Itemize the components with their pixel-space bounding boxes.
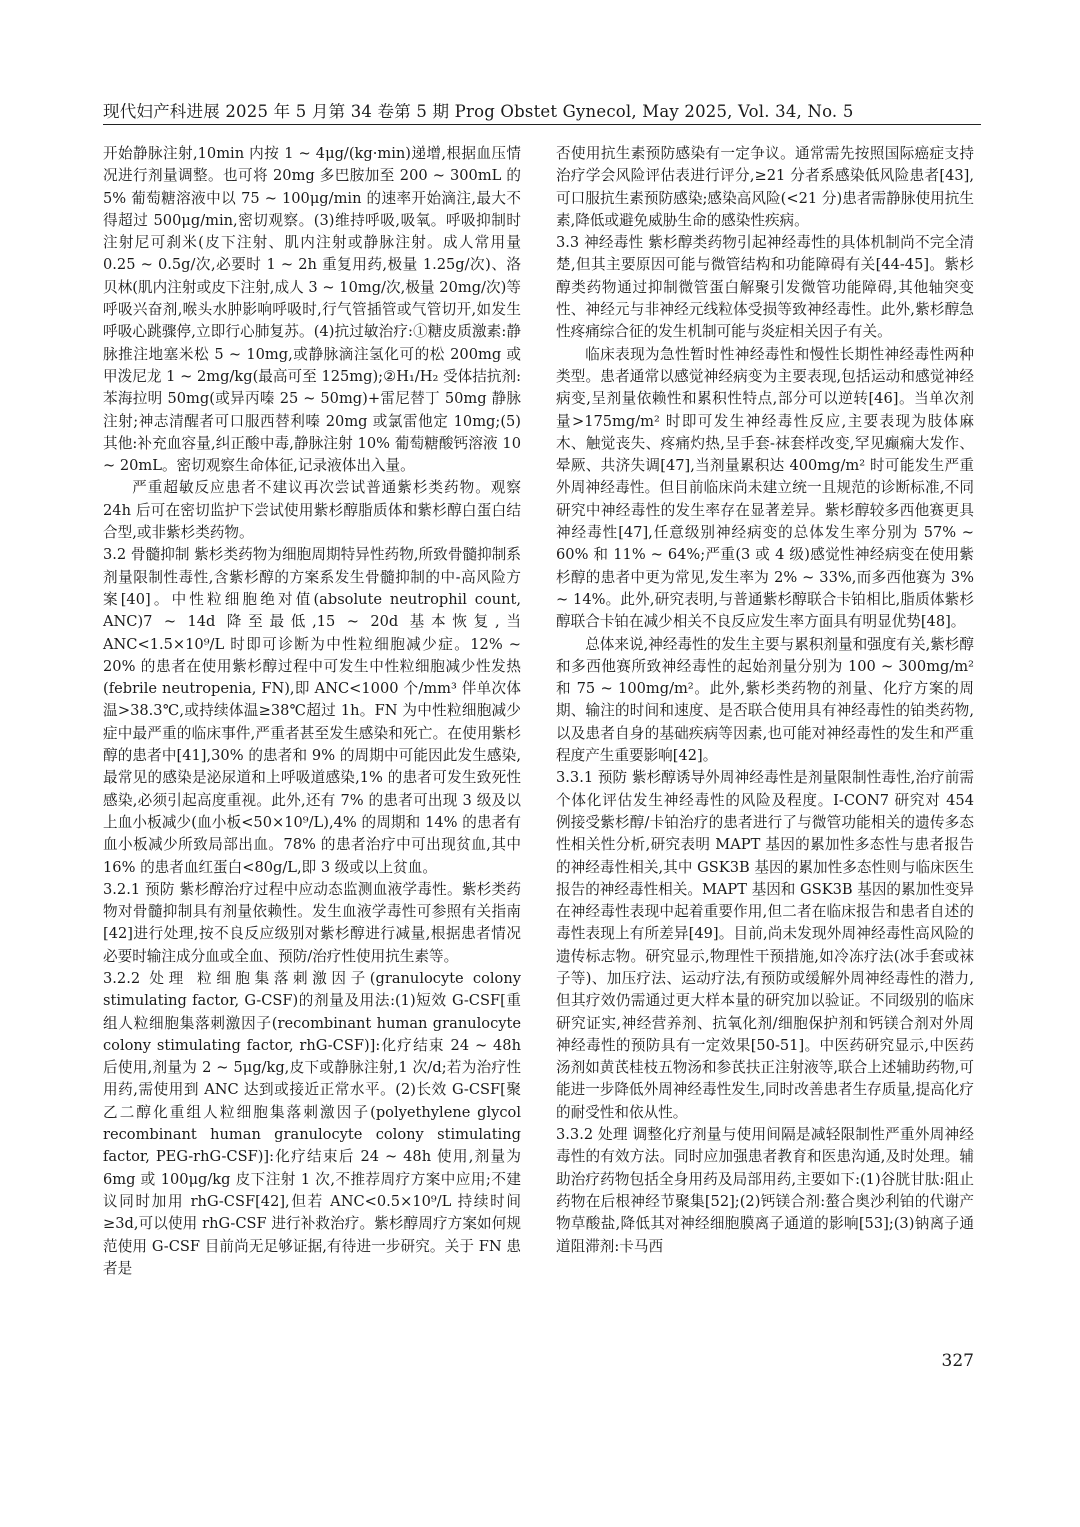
paragraph: 总体来说,神经毒性的发生主要与累积剂量和强度有关,紫杉醇和多西他赛所致神经毒性的起始剂量分别为 100 ~ 300mg/m² 和 75 ~ 100mg/m²。此外,紫杉类药物的剂量、化疗方案的周期、输注的时间和速度、是否联合使用具有神经毒性的铂类药物,以及患者自身的基础疾病等因素,也可能对神经毒性的发生和严重程度产生重要影响[42]。	[556, 635, 974, 765]
page-number: 327	[941, 1351, 974, 1371]
section-3-2-2: 3.2.2 处理 粒细胞集落刺激因子(granulocyte colony stimulating factor, G-CSF)的剂量及用法:(1)短效 G-CSF[重组人粒细胞集落刺激因子(recombinant human granulocyte colony stimulating factor, rhG-CSF)]:化疗结束 24 ~ 48h 后使用,剂量为 2 ~ 5μg/kg,皮下或静脉注射,1 次/d;若为治疗性用药,需使用到 ANC 达到或接近正常水平。(2)长效 G-CSF[聚乙二醇化重组人粒细胞集落刺激因子(polyethylene glycol recombinant human granulocyte colony stimulating factor, PEG-rhG-CSF)]:化疗结束后 24 ~ 48h 使用,剂量为 6mg 或 100μg/kg 皮下注射 1 次,不推荐周疗方案中应用;不建议同时加用 rhG-CSF[42],但若 ANC<0.5×10⁹/L 持续时间≥3d,可以使用 rhG-CSF 进行补救治疗。紫杉醇周疗方案如何规范使用 G-CSF 目前尚无足够证据,有待进一步研究。关于 FN 患者是	[103, 969, 521, 1277]
section-3-3-1: 3.3.1 预防 紫杉醇诱导外周神经毒性是剂量限制性毒性,治疗前需个体化评估发生神经毒性的风险及程度。I-CON7 研究对 454 例接受紫杉醇/卡铂治疗的患者进行了与微管功能相关的遗传多态性相关性分析,研究表明 MAPT 基因的累加性多态性与患者报告的神经毒性相关,其中 GSK3B 基因的累加性多态性则与临床医生报告的神经毒性相关。MAPT 基因和 GSK3B 基因的累加性变异在神经毒性表现中起着重要作用,但二者在临床报告和患者自述的毒性表现上有所差异[49]。目前,尚未发现外周神经毒性高风险的遗传标志物。研究显示,物理性干预措施,如冷冻疗法(冰手套或袜子等)、加压疗法、运动疗法,有预防或缓解外周神经毒性的潜力,但其疗效仍需通过更大样本量的研究加以验证。不同级别的临床研究证实,神经营养剂、抗氧化剂/细胞保护剂和钙镁合剂对外周神经毒性的预防具有一定效果[50-51]。中医药研究显示,中医药汤剂如黄芪桂枝五物汤和参芪扶正注射液等,联合上述辅助药物,可能进一步降低外周神经毒性发生,同时改善患者生存质量,提高化疗的耐受性和依从性。	[556, 769, 974, 1121]
paragraph: 临床表现为急性暂时性神经毒性和慢性长期性神经毒性两种类型。患者通常以感觉神经病变为主要表现,包括运动和感觉神经病变,呈剂量依赖性和累积性特点,部分可以逆转[46]。当单次剂量>175mg/m² 时即可发生神经毒性反应,主要表现为肢体麻木、触觉丧失、疼痛灼热,呈手套-袜套样改变,罕见癫痫大发作、晕厥、共济失调[47],当剂量累积达 400mg/m² 时可能发生严重外周神经毒性。但目前临床尚未建立统一且规范的诊断标准,不同研究中神经毒性的发生率存在显著差异。紫杉醇较多西他赛更具神经毒性[47],任意级别神经病变的总体发生率分别为 57% ~ 60% 和 11% ~ 64%;严重(3 或 4 级)感觉性神经病变在使用紫杉醇的患者中更为常见,发生率为 2% ~ 33%,而多西他赛为 3% ~ 14%。此外,研究表明,与普通紫杉醇联合卡铂相比,脂质体紫杉醇联合卡铂在减少相关不良反应发生率方面具有明显优势[48]。	[556, 345, 974, 631]
paragraph: 开始静脉注射,10min 内按 1 ~ 4μg/(kg·min)递增,根据血压情况进行剂量调整。也可将 20mg 多巴胺加至 200 ~ 300mL 的 5% 葡萄糖溶液中以 75 ~ 100μg/min 的速率开始滴注,最大不得超过 500μg/min,密切观察。(3)维持呼吸,吸氧。呼吸抑制时注射尼可刹米(皮下注射、肌内注射或静脉注射。成人常用量 0.25 ~ 0.5g/次,必要时 1 ~ 2h 重复用药,极量 1.25g/次)、洛贝林(肌内注射或皮下注射,成人 3 ~ 10mg/次,极量 20mg/次)等呼吸兴奋剂,喉头水肿影响呼吸时,行气管插管或气管切开,如发生呼吸心跳骤停,立即行心肺复苏。(4)抗过敏治疗:①糖皮质激素:静脉推注地塞米松 5 ~ 10mg,或静脉滴注氢化可的松 200mg 或甲泼尼龙 1 ~ 2mg/kg(最高可至 125mg);②H₁/H₂ 受体拮抗剂:苯海拉明 50mg(或异丙嗪 25 ~ 50mg)+雷尼替丁 50mg 静脉注射;神志清醒者可口服西替利嗪 20mg 或氯雷他定 10mg;(5)其他:补充血容量,纠正酸中毒,静脉注射 10% 葡萄糖酸钙溶液 10 ~ 20mL。密切观察生命体征,记录液体出入量。	[103, 145, 521, 475]
section-3-3-2: 3.3.2 处理 调整化疗剂量与使用间隔是减轻限制性严重外周神经毒性的有效方法。同时应加强患者教育和医患沟通,及时处理。辅助治疗药物包括全身用药及局部用药,主要如下:(1)谷胱甘肽:阻止药物在后根神经节聚集[52];(2)钙镁合剂:螯合奥沙利铂的代谢产物草酸盐,降低其对神经细胞膜离子通道的影响[53];(3)钠离子通道阻滞剂:卡马西	[556, 1126, 974, 1255]
section-3-3: 3.3 神经毒性 紫杉醇类药物引起神经毒性的具体机制尚不完全清楚,但其主要原因可能与微管结构和功能障碍有关[44-45]。紫杉醇类药物通过抑制微管蛋白解聚引发微管功能障碍,其他轴突变性、神经元与非神经元线粒体受损等致神经毒性。此外,紫杉醇急性疼痛综合征的发生机制可能与炎症相关因子有关。	[556, 234, 974, 341]
header-rule	[103, 124, 981, 125]
left-column	[103, 143, 521, 1280]
section-3-2: 3.2 骨髓抑制 紫杉类药物为细胞周期特异性药物,所致骨髓抑制系剂量限制性毒性,含紫杉醇的方案系发生骨髓抑制的中-高风险方案[40]。中性粒细胞绝对值(absolute neutrophil count, ANC)7 ~ 14d 降至最低,15 ~ 20d 基本恢复,当 ANC<1.5×10⁹/L 时即可诊断为中性粒细胞减少症。12% ~ 20% 的患者在使用紫杉醇过程中可发生中性粒细胞减少性发热(febrile neutropenia, FN),即 ANC<1000 个/mm³ 伴单次体温>38.3℃,或持续体温≥38℃超过 1h。FN 为中性粒细胞减少症中最严重的临床事件,严重者甚至发生感染和死亡。在使用紫杉醇的患者中[41],30% 的患者和 9% 的周期中可能因此发生感染,最常见的感染是泌尿道和上呼吸道感染,1% 的患者可发生致死性感染,必须引起高度重视。此外,还有 7% 的患者可出现 3 级及以上血小板减少(血小板<50×10⁹/L),4% 的周期和 14% 的患者有血小板减少所致局部出血。78% 的患者治疗中可出现贫血,其中 16% 的患者血红蛋白<80g/L,即 3 级或以上贫血。	[103, 546, 521, 876]
paragraph: 严重超敏反应患者不建议再次尝试普通紫杉类药物。观察 24h 后可在密切监护下尝试使用紫杉醇脂质体和紫杉醇白蛋白结合型,或非紫杉类药物。	[103, 479, 521, 542]
section-3-2-1: 3.2.1 预防 紫杉醇治疗过程中应动态监测血液学毒性。紫杉类药物对骨髓抑制具有剂量依赖性。发生血液学毒性可参照有关指南[42]进行处理,按不良反应级别对紫杉醇进行减量,根据患者情况必要时输注成分血或全血、预防/治疗性使用抗生素等。	[103, 880, 521, 965]
right-column	[556, 143, 974, 1258]
paragraph: 否使用抗生素预防感染有一定争议。通常需先按照国际癌症支持治疗学会风险评估表进行评分,≥21 分者系感染低风险患者[43],可口服抗生素预防感染;感染高风险(<21 分)患者需静脉使用抗生素,降低或避免威胁生命的感染性疾病。	[556, 145, 974, 229]
running-header: 现代妇产科进展 2025 年 5 月第 34 卷第 5 期 Prog Obstet Gynecol, May 2025, Vol. 34, No. 5	[103, 102, 854, 121]
